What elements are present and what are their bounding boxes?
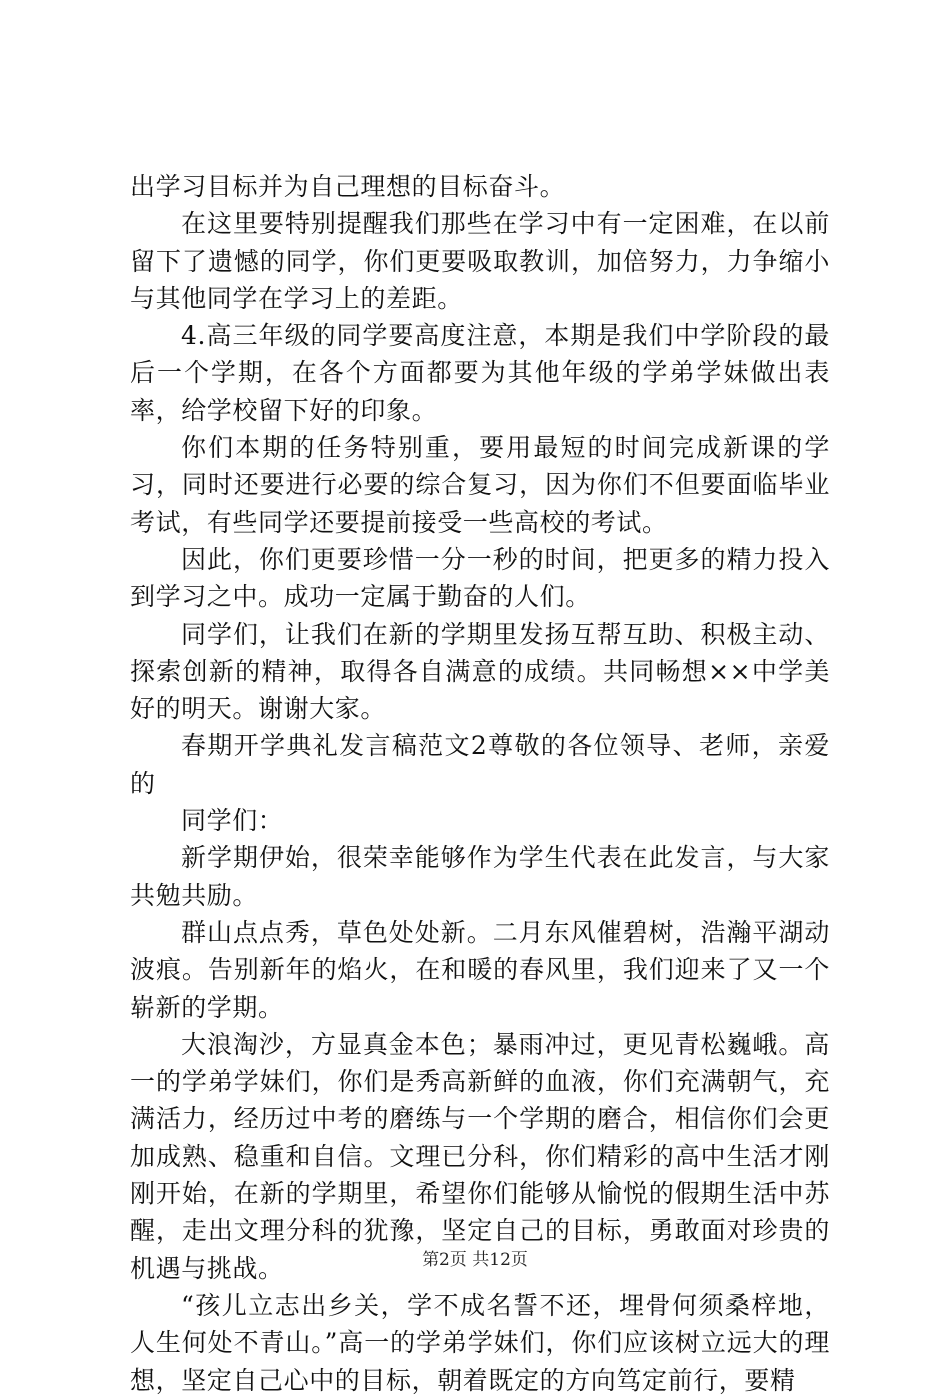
paragraph: 因此，你们更要珍惜一分一秒的时间，把更多的精力投入到学习之中。成功一定属于勤奋的人们。 bbox=[130, 544, 830, 612]
paragraph: 春期开学典礼发言稿范文2尊敬的各位领导、老师，亲爱的 bbox=[130, 731, 830, 798]
paragraph: 你们本期的任务特别重，要用最短的时间完成新课的学习，同时还要进行必要的综合复习，因为你们不但要面临毕业考试，有些同学还要提前接受一些高校的考试。 bbox=[130, 433, 830, 537]
page-footer bbox=[0, 1245, 950, 1270]
document-body bbox=[130, 168, 830, 1399]
paragraph: 同学们： bbox=[181, 806, 284, 836]
page-number-label: 第2页 共12页 bbox=[422, 1250, 528, 1270]
paragraph: “孩儿立志出乡关，学不成名誓不还，埋骨何须桑梓地，人生何处不青山。”高一的学弟学妹们，你们应该树立远大的理想，坚定自己心中的目标，朝着既定的方向笃定前行，要精 bbox=[130, 1290, 830, 1395]
paragraph: 4.高三年级的同学要高度注意，本期是我们中学阶段的最后一个学期，在各个方面都要为其他年级的学弟学妹做出表率，给学校留下好的印象。 bbox=[130, 321, 830, 425]
paragraph: 新学期伊始，很荣幸能够作为学生代表在此发言，与大家共勉共励。 bbox=[130, 843, 830, 910]
paragraph: 出学习目标并为自己理想的目标奋斗。 bbox=[130, 172, 566, 201]
paragraph: 群山点点秀，草色处处新。二月东风催碧树，浩瀚平湖动波痕。告别新年的焰火，在和暖的春风里，我们迎来了又一个崭新的学期。 bbox=[130, 917, 830, 1022]
paragraph: 同学们，让我们在新的学期里发扬互帮互助、积极主动、探索创新的精神，取得各自满意的成绩。共同畅想××中学美好的明天。谢谢大家。 bbox=[130, 619, 830, 724]
paragraph: 大浪淘沙，方显真金本色；暴雨冲过，更见青松巍峨。高一的学弟学妹们，你们是秀高新鲜的血液，你们充满朝气，充满活力，经历过中考的磨练与一个学期的磨合，相信你们会更加成熟、稳重和自信。文理已分科，你们精彩的高中生活才刚刚开始，在新的学期里，希望你们能够从愉悦的假期生活中苏醒，走出文理分科的犹豫，坚定自己的目标，勇敢面对珍贵的机遇与挑战。 bbox=[130, 1029, 830, 1283]
paragraph: 在这里要特别提醒我们那些在学习中有一定困难，在以前留下了遗憾的同学，你们更要吸取教训，加倍努力，力争缩小与其他同学在学习上的差距。 bbox=[130, 209, 830, 313]
